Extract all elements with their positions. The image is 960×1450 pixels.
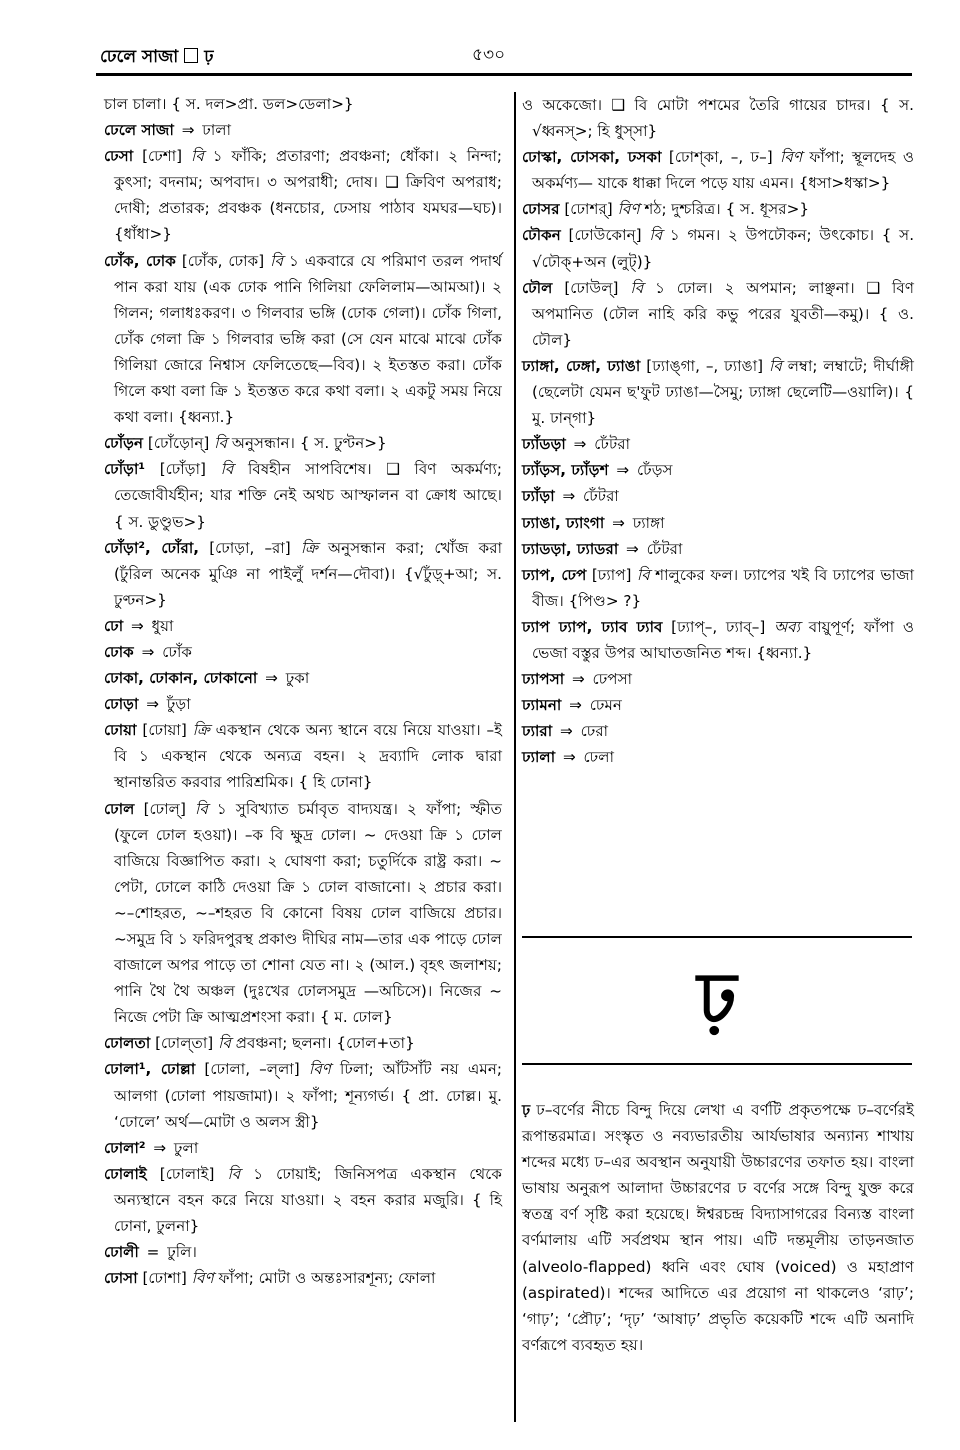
definition: বিষহীন সাপবিশেষ। ❑ বিণ অকর্মণ্য; তেজোবীর্যহীন; যার শক্তি নেই অথচ আস্ফালন বা ক্রোধ আছে। { স. ডুণ্ডুভ>}: [114, 460, 503, 531]
headword: ঢ্যাঁড়স, ঢ্যাঁড়শ: [522, 461, 609, 480]
definition: ঢ্যাঙ্গা: [632, 513, 665, 532]
definition: ঢেঁটরা: [646, 539, 683, 558]
definition: ঢুলি।: [167, 1243, 197, 1262]
pronunciation: [ঢোউল্]: [564, 278, 619, 297]
headword: ঢৌকন: [522, 226, 561, 245]
running-head-start: ঢেলে সাজা: [100, 47, 179, 67]
headword: ঢৌল: [522, 278, 553, 297]
box-separator-icon: [184, 48, 198, 63]
definition: ধুয়া: [151, 616, 174, 635]
dictionary-entry: [104, 456, 502, 534]
cross-reference-arrow: =: [146, 1243, 160, 1262]
cross-reference-arrow: ⇒: [131, 616, 144, 635]
column-divider: [514, 92, 516, 1422]
headword: ঢোলা²: [104, 1138, 146, 1157]
part-of-speech: বি: [768, 356, 782, 375]
definition: ঢিলা; আঁটসাঁট নয় এমন; আলগা (ঢোলা পায়জামা)। ২ ফাঁপা; শূন্যগর্ভ। { প্রা. ঢোল্ল। মু. ‘ঢোলে’ অর্থ—মোটা ও অলস স্ত্রী}: [114, 1060, 503, 1131]
definition: ও অকেজো। ❑ বি মোটা পশমের তৈরি গায়ের চাদর। { স. √ধ্বনস্>; হি ধুস্সা}: [522, 96, 914, 141]
part-of-speech: বি: [220, 460, 234, 479]
dictionary-entry: [104, 430, 502, 456]
dictionary-entry: [104, 248, 502, 431]
definition: ঢুলা: [173, 1138, 199, 1157]
definition: ঢেঁড়স: [636, 461, 673, 480]
cross-reference-arrow: ⇒: [560, 722, 573, 741]
dictionary-entry: [104, 117, 502, 143]
definition: অনুসন্ধান করা; খোঁজ করা (ঢুঁরিল অনেক মুঞি না পাইলুঁ দর্শন—দৌবা)। {√ঢুঁড়্+আ; স. ঢুণ্ঢন>}: [114, 538, 503, 609]
definition: লম্বা; লম্বাটে; দীর্ঘাঙ্গী (ছেলেটা যেমন ছ'ফুট ঢ্যাঙা—সৈমু; ঢ্যাঙ্গা ছেলেটি—ওয়ালি)। { মু. ঢান্‌গা}: [532, 356, 915, 428]
part-of-speech: ক্রি: [300, 538, 318, 557]
dictionary-entry: [104, 691, 502, 717]
headword: ঢোয়া: [104, 721, 137, 740]
headword: ঢ্যারা: [522, 722, 553, 741]
part-of-speech: ক্রি: [192, 721, 210, 740]
cross-reference-arrow: ⇒: [146, 695, 159, 714]
pronunciation: [ঢোঁড়া]: [159, 460, 206, 479]
section-letter: ঢ়: [697, 956, 737, 1040]
part-of-speech: বিণ: [617, 200, 640, 219]
dictionary-entry: [104, 796, 502, 1031]
pronunciation: [ঢোঁড়োন্]: [147, 434, 210, 453]
dictionary-entry: [522, 510, 914, 536]
pronunciation: [ঢ্যাঙ্‌গা, –, ঢ্যাঙা]: [646, 356, 764, 375]
definition: ঢেলা: [583, 748, 614, 767]
letter-section-heading: [522, 936, 912, 1065]
headword: ঢ্যাঁডড়া: [522, 435, 566, 454]
dictionary-entry: [522, 196, 914, 222]
definition: ঢোঁক: [162, 642, 192, 661]
dictionary-entry: [104, 91, 502, 117]
headword: ঢোড়া: [104, 695, 139, 714]
headword: ঢোসা: [104, 1269, 138, 1288]
cross-reference-arrow: ⇒: [181, 121, 195, 140]
cross-reference-arrow: ⇒: [571, 670, 585, 689]
dictionary-entry: [104, 535, 502, 613]
left-column: [104, 91, 502, 1291]
definition: ফাঁপা; মোটা ও অন্তঃসারশূন্য; ফোলা: [218, 1269, 436, 1288]
cross-reference-arrow: ⇒: [141, 642, 155, 661]
definition: ঢেরা: [580, 722, 609, 741]
part-of-speech: বি: [218, 1034, 231, 1053]
dictionary-entry: [104, 639, 502, 665]
part-of-speech: বিণ: [780, 148, 803, 167]
part-of-speech: বিণ: [191, 1269, 214, 1288]
letter-note: [522, 1097, 914, 1358]
headword: ঢ্যাডড়া, ঢ্যাডরা: [522, 539, 619, 558]
definition: ১ ফাঁকি; প্রতারণা; প্রবঞ্চনা; ধোঁকা। ২ নিন্দা; কুৎসা; বদনাম; অপবাদ। ৩ অপরাধী; দোষ। ❑ ক্রিবিণ অপরাধ; দোষী; প্রতারক; প্রবঞ্চক (ধনচোর, ঢেসায় পাঠাব যমঘর—ঘচ)। {ধাঁধা>}: [114, 147, 502, 244]
pronunciation: [ঢোল্‌তা]: [155, 1034, 214, 1053]
pronunciation: [ঢোশ্‌কা, –, ঢ–]: [668, 148, 773, 167]
cross-reference-arrow: ⇒: [612, 513, 625, 532]
dictionary-entry: [522, 562, 914, 614]
pronunciation: [ঢ্যাপ্–, ঢ্যাব্–]: [671, 617, 766, 636]
pronunciation: [ঢোউকোন্]: [568, 226, 642, 245]
pronunciation: [ঢোল্]: [143, 799, 186, 818]
dictionary-entry: [522, 614, 914, 666]
dictionary-entry: [522, 222, 914, 274]
part-of-speech: বি: [191, 147, 204, 166]
dictionary-entry: [104, 1161, 502, 1239]
definition: শঠ; দুশ্চরিত্র। { স. ধূসর>}: [644, 200, 810, 219]
letter-note-text: ঢ–বর্ণের নীচে বিন্দু দিয়ে লেখা এ বর্ণটি প্রকৃতপক্ষে ঢ–বর্ণেরই রূপান্তরমাত্র। সংস্কৃত ও নব্যভারতীয় আর্যভাষার অন্যান্য শাখায় শব্দের মধ্যে ঢ–এর অবস্থান অনুযায়ী উচ্চারণের তফাত হয়। বাংলা ভাষায় অনুরূপ আলাদা উচ্চারণের ঢ বর্ণের সঙ্গে বিন্দু যুক্ত করে স্বতন্ত্র বর্ণ সৃষ্টি করা হয়েছে। ঈশ্বরচন্দ্র বিদ্যাসাগরের বিন্যস্ত বাংলা বর্ণমালায় এটি সর্বপ্রথম স্থান পায়। এটি দন্তমূলীয় তাড়নজাত (alveolo-flapped) ধ্বনি এবং ঘোষ (voiced) ও মহাপ্রাণ (aspirated)। শব্দের আদিতে এর প্রয়োগ না থাকলেও ‘রাঢ়’; ‘গাঢ়’; ‘প্রৌঢ়’; ‘দৃঢ়’ ‘আষাঢ়’ প্রভৃতি কয়েকটি শব্দে এটি অনাদি বর্ণরূপে ব্যবহৃত হয়।: [522, 1101, 914, 1354]
cross-reference-arrow: ⇒: [562, 748, 576, 767]
headword: ঢ্যাঙা, ঢ্যাংগা: [522, 513, 605, 532]
headword: ঢ্যাঙ্গা, ঢেঙ্গা, ঢ্যাঙা: [522, 356, 641, 375]
part-of-speech: বি: [270, 251, 283, 270]
headword: ঢোসর: [522, 200, 560, 219]
pronunciation: [ঢোশর্]: [564, 200, 613, 219]
headword: ঢোঁক, ঢোক: [104, 251, 176, 270]
part-of-speech: বি: [636, 565, 650, 584]
dictionary-entry: [522, 666, 914, 692]
cross-reference-arrow: ⇒: [626, 539, 639, 558]
definition: শালুকের ফল। ঢ্যাপের খই বি ঢ্যাপের ভাজা বীজ। {পিণ্ড> ?}: [532, 565, 915, 610]
pronunciation: [ঢ্যাপ]: [591, 565, 632, 584]
definition: একস্থান থেকে অন্য স্থানে বয়ে নিয়ে যাওয়া। –ই বি ১ একস্থান থেকে অন্যত্র বহন। ২ দ্রব্যাদি লোক দ্বারা স্থানান্তরিত করবার পারিশ্রমিক। { হি ঢোনা}: [114, 721, 503, 792]
definition: ১ গমন। ২ উপঢৌকন; উৎকোচ। { স. √ঢৌক্+অন (লুট্)}: [532, 226, 915, 271]
headword: ঢ্যামনা: [522, 696, 562, 715]
dictionary-entry: [104, 143, 502, 247]
dictionary-entry: [104, 717, 502, 795]
definition: ঢুকা: [285, 669, 310, 688]
headword: ঢেলে সাজা: [104, 121, 174, 140]
dictionary-entry: [104, 665, 502, 691]
dictionary-entry: [522, 457, 914, 483]
headword: ঢ্যাপ, ঢেপ: [522, 565, 587, 584]
dictionary-entry: [522, 692, 914, 718]
cross-reference-arrow: ⇒: [265, 669, 278, 688]
cross-reference-arrow: ⇒: [153, 1138, 167, 1157]
dictionary-entry: [104, 1056, 502, 1134]
definition: ১ ঢোল। ২ অপমান; লাঞ্ছনা। ❑ বিণ অপমানিত (ঢৌল নাহি করি কভু পরের যুবতী—কমু)। { ও. ঢৌল}: [532, 278, 915, 349]
dictionary-entry: [522, 536, 914, 562]
definition: ঢালা: [202, 121, 231, 140]
headword: ঢোকা, ঢোকান, ঢোকানো: [104, 669, 258, 688]
headword: ঢোলা¹, ঢোল্লা: [104, 1060, 196, 1079]
page-header: [100, 40, 910, 70]
headword: ঢোলী: [104, 1243, 139, 1262]
definition: ঢেপসা: [592, 670, 633, 689]
letter-note-headword: ঢ়: [522, 1101, 531, 1119]
dictionary-entry: [522, 92, 914, 144]
dictionary-entry: [104, 1135, 502, 1161]
definition: ঢেঁটরা: [594, 435, 631, 454]
definition: অনুসন্ধান। { স. ঢুণ্টন>}: [231, 434, 387, 453]
dictionary-entry: [522, 744, 914, 770]
part-of-speech: বি: [214, 434, 227, 453]
cross-reference-arrow: ⇒: [573, 435, 587, 454]
cross-reference-arrow: ⇒: [616, 461, 630, 480]
header-rule: [96, 73, 912, 76]
headword: ঢোস্কা, ঢোসকা, ঢসকা: [522, 148, 662, 167]
definition: চাল চালা। { স. দল>প্রা. ডল>ডেলা>}: [104, 95, 354, 113]
dictionary-entry: [522, 353, 914, 431]
headword: ঢোঁড়া², ঢোঁরা,: [104, 538, 200, 557]
definition: ফাঁপা; স্থূলদেহ ও অকর্মণ্য— যাকে ধাক্কা দিলে পড়ে যায় এমন। {ধসা>ধস্কা>}: [532, 148, 915, 193]
dictionary-entry: [104, 1265, 502, 1291]
dictionary-entry: [522, 718, 914, 744]
headword: ঢোলাই: [104, 1164, 147, 1183]
dictionary-entry: [522, 275, 914, 353]
pronunciation: [ঢোলা, –ল্‌লা]: [204, 1060, 300, 1079]
pronunciation: [ঢেশা]: [142, 147, 183, 166]
dictionary-entry: [104, 613, 502, 639]
definition: ঢুঁড়া: [166, 695, 191, 714]
headword: ঢোল: [104, 799, 135, 818]
definition: ১ ঢোয়াই; জিনিসপত্র একস্থান থেকে অন্যস্থানে বহন করে নিয়ে যাওয়া। ২ বহন করার মজুরি। { হি ঢোনা, ঢুলনা}: [114, 1164, 502, 1236]
right-column: [522, 92, 914, 770]
part-of-speech: বি: [630, 278, 644, 297]
headword: ঢোক: [104, 642, 134, 661]
definition: ১ একবারে যে পরিমাণ তরল পদার্থ পান করা যায় (এক ঢোক পানি গিলিয়া ফেলিলাম—আমআ)। ২ গিলন; গলাধঃকরণ। ৩ গিলবার ভঙ্গি (ঢোক গেলা)। ঢোঁক গিলা, ঢোঁক গেলা ক্রি ১ গিলবার ভঙ্গি করা (সে যেন মাঝে মাঝে ঢোঁক গিলিয়া জোরে নিশ্বাস ফেলিতেছে—বিব)। ২ ইতস্তত করা। ঢোঁক গিলে কথা বলা ক্রি ১ ইতস্তত করে কথা বলা। ২ একটু সময় নিয়ে কথা বলা। {ধ্বন্যা.}: [114, 251, 503, 427]
part-of-speech: বি: [227, 1164, 241, 1183]
pronunciation: [ঢোড়া, –রা]: [209, 538, 291, 557]
pronunciation: [ঢোঁক, ঢোক]: [181, 251, 265, 270]
cross-reference-arrow: ⇒: [562, 487, 576, 506]
headword: ঢো: [104, 616, 124, 635]
part-of-speech: বি: [649, 226, 663, 245]
headword: ঢ্যাপ ঢ্যাপ, ঢ্যাব ঢ্যাব: [522, 617, 663, 636]
definition: ১ সুবিখ্যাত চর্মাবৃত বাদ্যযন্ত্র। ২ ফাঁপা; স্ফীত (ফুলে ঢোল হওয়া)। –ক বি ক্ষুদ্র ঢোল। ~ দেওয়া ক্রি ১ ঢোল বাজিয়ে বিজ্ঞাপিত করা। ২ ঘোষণা করা; চতুর্দিকে রাষ্ট্র করা। ~ পেটা, ঢোলে কাঠি দেওয়া ক্রি ১ ঢোল বাজানো। ২ প্রচার করা। ~–শোহরত, ~–শহরত বি কোনো বিষয় ঢোল বাজিয়ে প্রচার। ~সমুদ্র বি ১ ফরিদপুরস্থ প্রকাণ্ড দীঘির নাম—তার এক পাড়ে ঢোল বাজালে অপর পাড়ে তা শোনা যেত না। ২ (আল.) বৃহৎ জলাশয়; পানি থৈ থৈ অঞ্চল (দুঃখের ঢোলসমুদ্র —অচিসে)। নিজের ~ নিজে পেটা ক্রি আত্মপ্রশংসা করা। { ম. ঢোল}: [114, 799, 502, 1027]
dictionary-entry: [522, 483, 914, 509]
headword: ঢ্যাপসা: [522, 670, 565, 689]
part-of-speech: অব্য: [774, 617, 801, 636]
dictionary-entry: [522, 144, 914, 196]
part-of-speech: বি: [195, 799, 208, 818]
page-number: ৫৩০: [472, 45, 506, 65]
pronunciation: [ঢোশা]: [142, 1269, 187, 1288]
headword: ঢ্যাঁড়া: [522, 487, 555, 506]
definition: ঢেঁটরা: [583, 487, 619, 506]
pronunciation: [ঢোলাই]: [159, 1164, 215, 1183]
headword: ঢোলতা: [104, 1034, 151, 1053]
part-of-speech: বিণ: [308, 1060, 331, 1079]
cross-reference-arrow: ⇒: [569, 696, 582, 715]
definition: বায়ুপূর্ণ; ফাঁপা ও ভেজা বস্তুর উপর আঘাতজনিত শব্দ। {ধ্বন্যা.}: [532, 617, 914, 662]
pronunciation: [ঢোয়া]: [142, 721, 187, 740]
headword: ঢেসা: [104, 147, 134, 166]
headword: ঢোঁড়া¹: [104, 460, 146, 479]
headword: ঢ্যালা: [522, 748, 556, 767]
dictionary-entry: [104, 1030, 502, 1056]
running-head-end: ঢ়: [204, 47, 214, 67]
definition: প্রবঞ্চনা; ছলনা। {ঢোল+তা}: [235, 1034, 415, 1053]
dictionary-entry: [104, 1239, 502, 1265]
definition: ঢেমন: [589, 696, 622, 715]
headword: ঢোঁড়ন: [104, 434, 144, 453]
dictionary-entry: [522, 431, 914, 457]
running-head: [100, 44, 214, 72]
